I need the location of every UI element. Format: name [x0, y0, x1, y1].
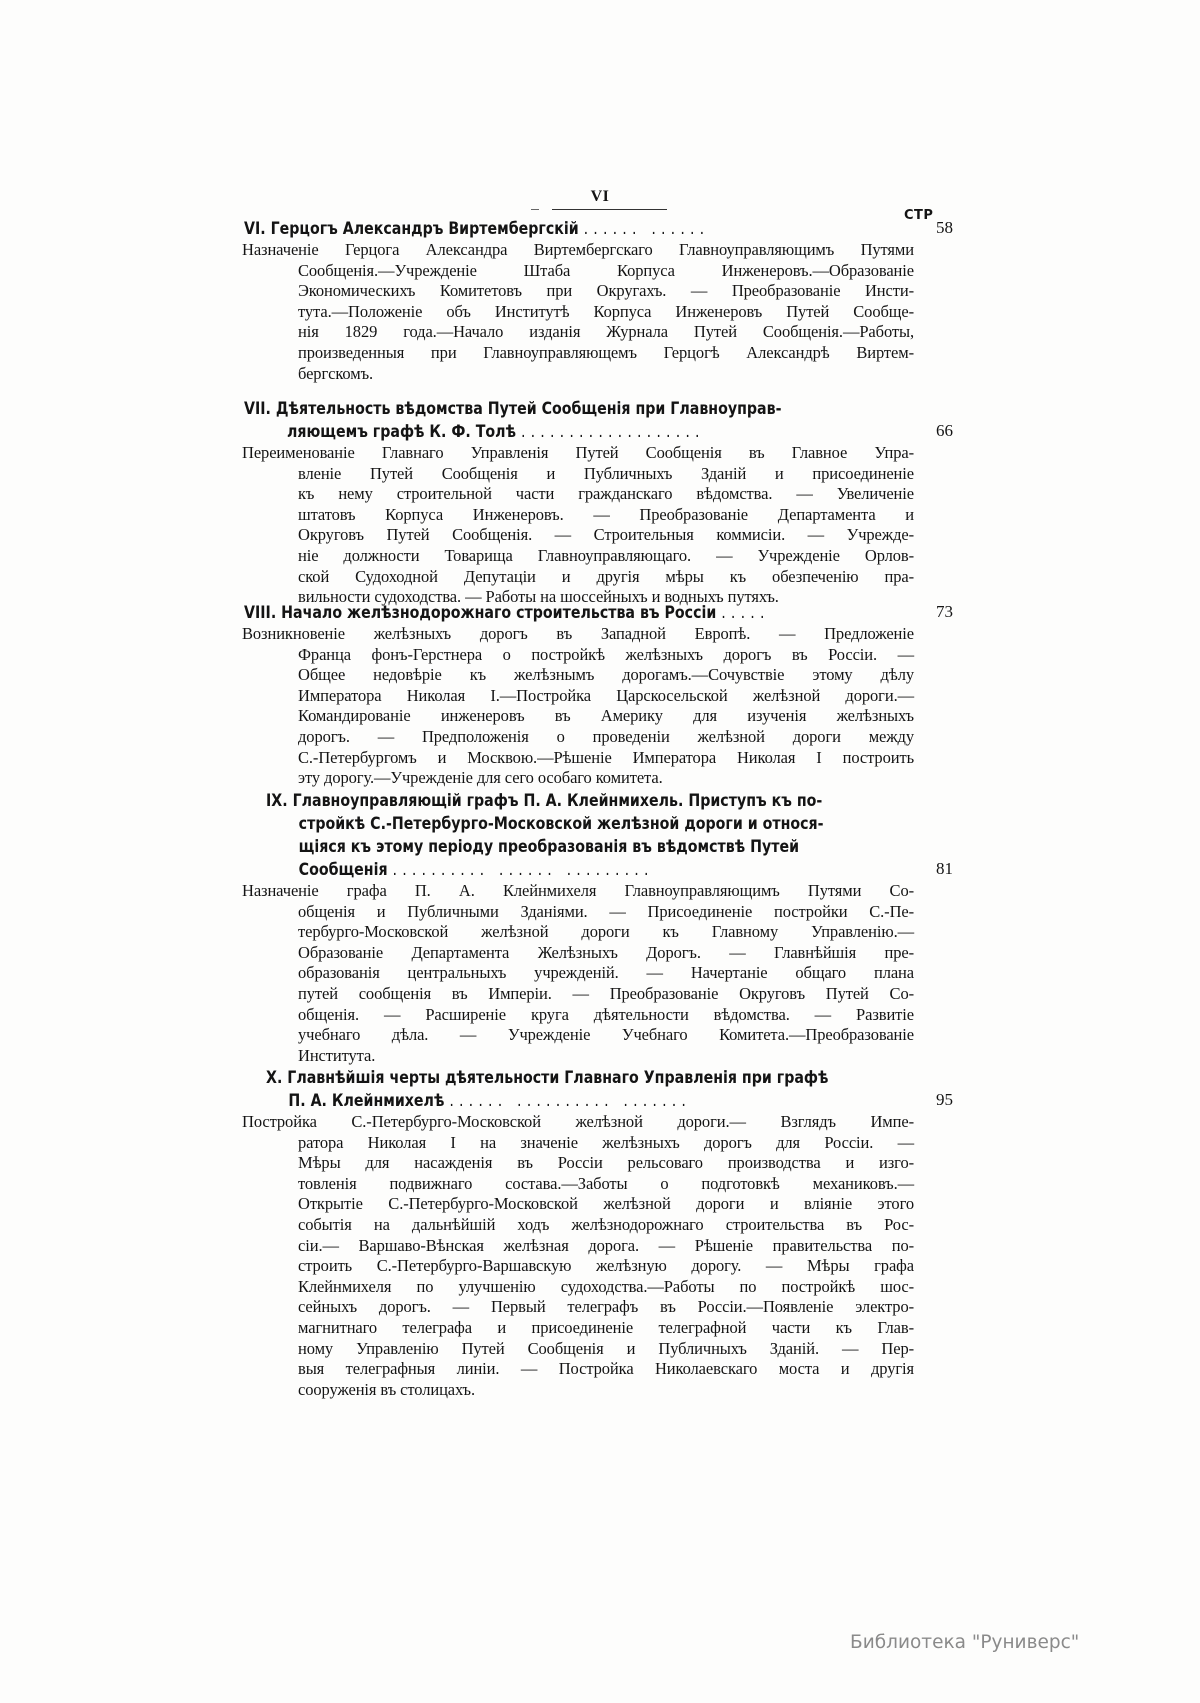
- summary-line: сооруженія въ столицахъ.: [298, 1379, 476, 1399]
- summary-line: Института.: [298, 1045, 376, 1065]
- summary-line: къ нему строительной части гражданскаго вѣдомства. — Увеличеніе: [298, 484, 914, 504]
- toc-entry: [242, 601, 953, 789]
- summary-line: Переименованіе Главнаго Управленія Путей Сообщенія въ Главное Упра-: [242, 443, 914, 462]
- entry-title-line: [244, 601, 868, 624]
- summary-line: произведенныя при Главноуправляющемъ Герцогѣ Александрѣ Виртем-: [298, 342, 914, 362]
- summary-line: образованія центральныхъ учрежденій. — Начертаніе общаго плана: [298, 963, 914, 983]
- summary-line: бергскомъ.: [298, 363, 374, 383]
- chapter-summary: [242, 443, 914, 608]
- summary-line: Возникновеніе желѣзныхъ дорогъ въ Западной Европѣ. — Предложеніе: [242, 624, 914, 643]
- header-rule-dash: [531, 209, 539, 210]
- entry-page-number: 58: [936, 218, 953, 237]
- entry-page-number: 66: [936, 421, 953, 440]
- summary-line: Общее недовѣріе къ желѣзнымъ дорогамъ.—Сочувствіе этому дѣлу: [298, 665, 914, 685]
- chapter-title: Сообщенія: [298, 860, 388, 879]
- chapter-summary: [242, 624, 914, 789]
- summary-line: эту дорогу.—Учрежденіе для сего особаго комитета.: [298, 768, 663, 788]
- summary-line: Экономическихъ Комитетовъ при Округахъ. — Преобразованіе Инсти-: [298, 281, 914, 301]
- summary-line: общенія и Публичными Зданіями. — Присоединеніе постройки С.-Пе-: [298, 901, 914, 921]
- header-rule: [552, 209, 667, 210]
- chapter-summary: [242, 1112, 914, 1400]
- library-watermark: Библиотека "Руниверс": [850, 1632, 1080, 1653]
- summary-line: сейныхъ дорогъ. — Первый телеграфъ въ Россіи.—Появленіе электро-: [298, 1297, 914, 1317]
- entry-page-number: 81: [936, 859, 953, 878]
- summary-line: товленія подвижнаго состава.—Заботы о подготовкѣ механиковъ.—: [298, 1173, 914, 1193]
- summary-line: вленіе Путей Сообщенія и Публичныхъ Зданій и присоединеніе: [298, 463, 914, 483]
- summary-line: Мѣры для насажденія въ Россіи рельсоваго производства и изго-: [298, 1153, 914, 1173]
- page-number: VI: [590, 188, 610, 205]
- summary-line: Императора Николая I.—Постройка Царскосельской желѣзной дороги.—: [298, 685, 914, 705]
- chapter-title: Начало желѣзнодорожнаго строительства въ Россіи: [281, 603, 717, 622]
- summary-line: Клейнмихеля по улучшенію судоходства.—Работы по постройкѣ шос-: [298, 1276, 914, 1296]
- chapter-title: Главнѣйшія черты дѣятельности Главнаго Управленія при графѣ: [287, 1068, 829, 1087]
- chapter-summary: [242, 240, 914, 384]
- entry-title-line: [244, 420, 911, 443]
- chapter-title: ляющемъ графѣ К. Ф. Толѣ: [287, 422, 517, 441]
- chapter-title: щіяся къ этому періоду преобразованія въ вѣдомствѣ Путей: [298, 837, 800, 856]
- summary-line: Франца фонъ-Герстнера о постройкѣ желѣзныхъ дорогъ въ Россіи. —: [298, 644, 914, 664]
- chapter-title: стройкѣ С.-Петербурго-Московской желѣзной дороги и относя-: [298, 814, 824, 833]
- summary-line: строить С.-Петербурго-Варшавскую желѣзную дорогу. — Мѣры графа: [298, 1256, 914, 1276]
- summary-line: вильности судоходства. — Работы на шоссейныхъ и водныхъ путяхъ.: [298, 587, 779, 607]
- entry-title-line: [244, 397, 868, 420]
- entry-title-line: [266, 835, 922, 858]
- entry-title-line: [266, 1089, 912, 1112]
- entry-title-line: [244, 217, 868, 240]
- chapter-title: Герцогъ Александръ Виртембергскій: [270, 219, 579, 238]
- summary-line: дорогъ. — Предположенія о проведеніи желѣзной дороги между: [298, 726, 914, 746]
- summary-line: ратора Николая I на значеніе желѣзныхъ дорогъ для Россіи. —: [298, 1132, 914, 1152]
- leader-dots: ...................: [520, 422, 705, 441]
- summary-line: событія на дальнѣйшій ходъ желѣзнодорожнаго строительства въ Рос-: [298, 1214, 914, 1234]
- entry-title-line: [266, 789, 890, 812]
- leader-dots: .....: [721, 603, 770, 622]
- chapter-title: Главноуправляющій графъ П. А. Клейнмихель. Приступъ къ по-: [292, 791, 823, 810]
- summary-line: общенія. — Расширеніе круга дѣятельности вѣдомства. — Развитіе: [298, 1004, 914, 1024]
- chapter-numeral: VII.: [244, 399, 271, 418]
- toc-entry: [242, 397, 953, 608]
- chapter-summary: [242, 881, 914, 1066]
- summary-line: Образованіе Департамента Желѣзныхъ Дорогъ. — Главнѣйшія пре-: [298, 942, 914, 962]
- summary-line: ской Судоходной Депутаціи и другія мѣры къ обезпеченію пра-: [298, 566, 914, 586]
- toc-entry: [242, 1066, 953, 1400]
- toc-entry: [242, 217, 953, 384]
- leader-dots: ...... .......... .......: [449, 1091, 692, 1110]
- chapter-numeral: VIII.: [244, 603, 277, 622]
- summary-line: Открытіе С.-Петербурго-Московской желѣзной дороги и вліяніе этого: [298, 1194, 914, 1214]
- summary-line: сіи.— Варшаво-Вѣнская желѣзная дорога. — Рѣшеніе правительства по-: [298, 1235, 914, 1255]
- toc-entry: [242, 789, 953, 1066]
- summary-line: Округовъ Путей Сообщенія. — Строительныя коммисіи. — Учрежде-: [298, 525, 914, 545]
- summary-line: тербурго-Московской желѣзной дороги къ Главному Управленію.—: [298, 922, 914, 942]
- summary-line: магнитнаго телеграфа и присоединеніе телеграфной части къ Глав-: [298, 1317, 914, 1337]
- summary-line: Командированіе инженеровъ въ Америку для изученія желѣзныхъ: [298, 706, 914, 726]
- summary-line: нія 1829 года.—Начало изданія Журнала Путей Сообщенія.—Работы,: [298, 322, 914, 342]
- summary-line: путей сообщенія въ Имперіи. — Преобразованіе Округовъ Путей Со-: [298, 983, 914, 1003]
- entry-title-line: [266, 812, 922, 835]
- chapter-numeral: IX.: [266, 791, 288, 810]
- chapter-numeral: X.: [266, 1068, 283, 1087]
- leader-dots: ...... ......: [583, 219, 710, 238]
- summary-line: штатовъ Корпуса Инженеровъ. — Преобразованіе Департамента и: [298, 504, 914, 524]
- summary-line: выя телеграфныя линіи. — Постройка Николаевскаго моста и другія: [298, 1359, 914, 1379]
- entry-title-line: [266, 1066, 890, 1089]
- chapter-title: Дѣятельность вѣдомства Путей Сообщенія при Главноуправ-: [275, 399, 782, 418]
- summary-line: Назначеніе графа П. А. Клейнмихеля Главноуправляющимъ Путями Со-: [242, 881, 914, 900]
- summary-line: ніе должности Товарища Главноуправляющаго. — Учрежденіе Орлов-: [298, 545, 914, 565]
- chapter-title: П. А. Клейнмихелѣ: [288, 1091, 445, 1110]
- summary-line: Сообщенія.—Учрежденіе Штаба Корпуса Инженеровъ.—Образованіе: [298, 260, 914, 280]
- summary-line: Назначеніе Герцога Александра Виртембергскаго Главноуправляющимъ Путями: [242, 240, 914, 259]
- summary-line: Постройка С.-Петербурго-Московской желѣзной дороги.— Взглядъ Импе-: [242, 1112, 914, 1131]
- page-column-label: СТР: [904, 208, 934, 223]
- entry-page-number: 95: [936, 1090, 953, 1109]
- chapter-numeral: VI.: [244, 219, 266, 238]
- summary-line: тута.—Положеніе объ Институтѣ Корпуса Инженеровъ Путей Сообще-: [298, 301, 914, 321]
- summary-line: учебнаго дѣла. — Учрежденіе Учебнаго Комитета.—Преобразованіе: [298, 1025, 914, 1045]
- leader-dots: .......... ...... .........: [392, 860, 654, 879]
- entry-page-number: 73: [936, 602, 953, 621]
- summary-line: ному Управленію Путей Сообщенія и Публичныхъ Зданій. — Пер-: [298, 1338, 914, 1358]
- summary-line: С.-Петербургомъ и Москвою.—Рѣшеніе Императора Николая I построить: [298, 747, 914, 767]
- entry-title-line: [266, 858, 922, 881]
